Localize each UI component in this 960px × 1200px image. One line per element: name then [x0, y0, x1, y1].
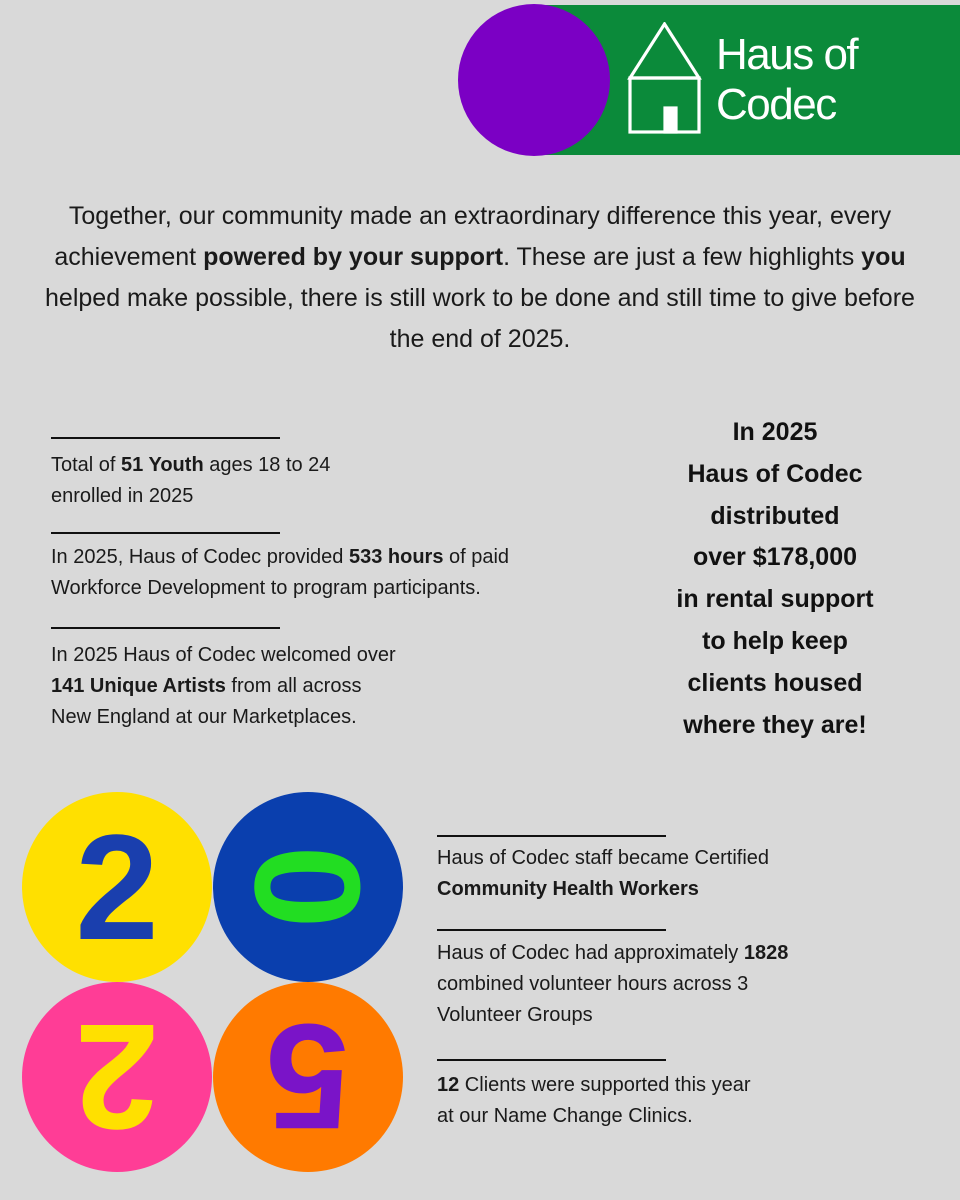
stat-text: Total of	[51, 454, 122, 476]
house-outline-icon	[627, 22, 702, 134]
callout-line: distributed	[710, 501, 840, 530]
callout-line: to help keep	[702, 626, 848, 655]
stat-highlight: Community Health Workers	[437, 878, 699, 900]
divider-line	[437, 835, 666, 837]
divider-line	[437, 1059, 666, 1061]
year-digit: 2	[75, 803, 159, 971]
stat-text: Haus of Codec had approximately	[437, 942, 744, 964]
callout-line: In 2025	[732, 418, 818, 446]
callout-line: where they are!	[683, 710, 867, 739]
intro-text-2: . These are just a few highlights	[503, 243, 862, 271]
callout-line: Haus of Codec	[687, 459, 863, 488]
stat-text: In 2025, Haus of Codec provided	[51, 546, 349, 568]
stat-line: Haus of Codec staff became Certified	[437, 847, 770, 869]
intro-bold-2: you	[861, 243, 906, 271]
stat-line	[51, 542, 641, 573]
stat-line	[437, 938, 937, 969]
brand-name-line1: Haus of	[716, 30, 858, 79]
stat-text: Clients were supported this year	[459, 1074, 751, 1096]
stat-line: at our Name Change Clinics.	[437, 1105, 693, 1127]
stat-line: In 2025 Haus of Codec welcomed over	[51, 644, 396, 666]
stat-youth	[51, 450, 631, 512]
stat-line	[437, 1070, 937, 1101]
callout-line: clients housed	[687, 668, 863, 697]
intro-paragraph	[30, 196, 930, 360]
stat-line: New England at our Marketplaces.	[51, 706, 357, 728]
stat-volunteer-hours	[437, 938, 937, 1031]
intro-bold-1: powered by your support	[203, 243, 504, 271]
stat-line: enrolled in 2025	[51, 485, 194, 507]
year-digit: 0	[224, 845, 392, 929]
year-digit-circle-2	[213, 792, 403, 982]
stat-highlight: 141 Unique Artists	[51, 675, 226, 697]
year-digit: 5	[266, 993, 350, 1161]
purple-circle-decoration	[458, 4, 610, 156]
stat-highlight: 12	[437, 1074, 460, 1096]
brand-name-line2: Codec	[716, 80, 836, 129]
year-digit-circle-4	[213, 982, 403, 1172]
stat-health-workers	[437, 843, 937, 905]
stat-line: Volunteer Groups	[437, 1004, 593, 1026]
callout-line: over $178,000	[692, 543, 858, 572]
stat-text: from all across	[225, 675, 362, 697]
rental-support-callout	[640, 412, 910, 746]
divider-line	[51, 532, 280, 534]
divider-line	[51, 627, 280, 629]
stat-artists	[51, 640, 641, 733]
year-digit-circle-1	[22, 792, 212, 982]
brand-name	[716, 30, 857, 130]
year-digit: 2	[75, 993, 159, 1161]
stat-text: of paid	[443, 546, 510, 568]
divider-line	[51, 437, 280, 439]
stat-text: ages 18 to 24	[203, 454, 331, 476]
stat-highlight: 1828	[743, 942, 789, 964]
intro-text-3: helped make possible, there is still work to be done and still time to give before the end of 2025.	[45, 284, 915, 353]
stat-highlight: 51 Youth	[121, 454, 204, 476]
divider-line	[437, 929, 666, 931]
stat-line	[51, 450, 631, 481]
stat-line	[51, 671, 641, 702]
stat-hours	[51, 542, 641, 604]
stat-line	[437, 874, 937, 905]
intro-text-1: Together, our community made an extraordinary difference this year, every achievement	[54, 202, 892, 271]
stat-highlight: 533 hours	[348, 546, 444, 568]
callout-line: in rental support	[676, 585, 874, 614]
stat-line: combined volunteer hours across 3	[437, 973, 749, 995]
stat-name-change	[437, 1070, 937, 1132]
year-digit-circle-3	[22, 982, 212, 1172]
stat-line: Workforce Development to program participants.	[51, 577, 481, 599]
